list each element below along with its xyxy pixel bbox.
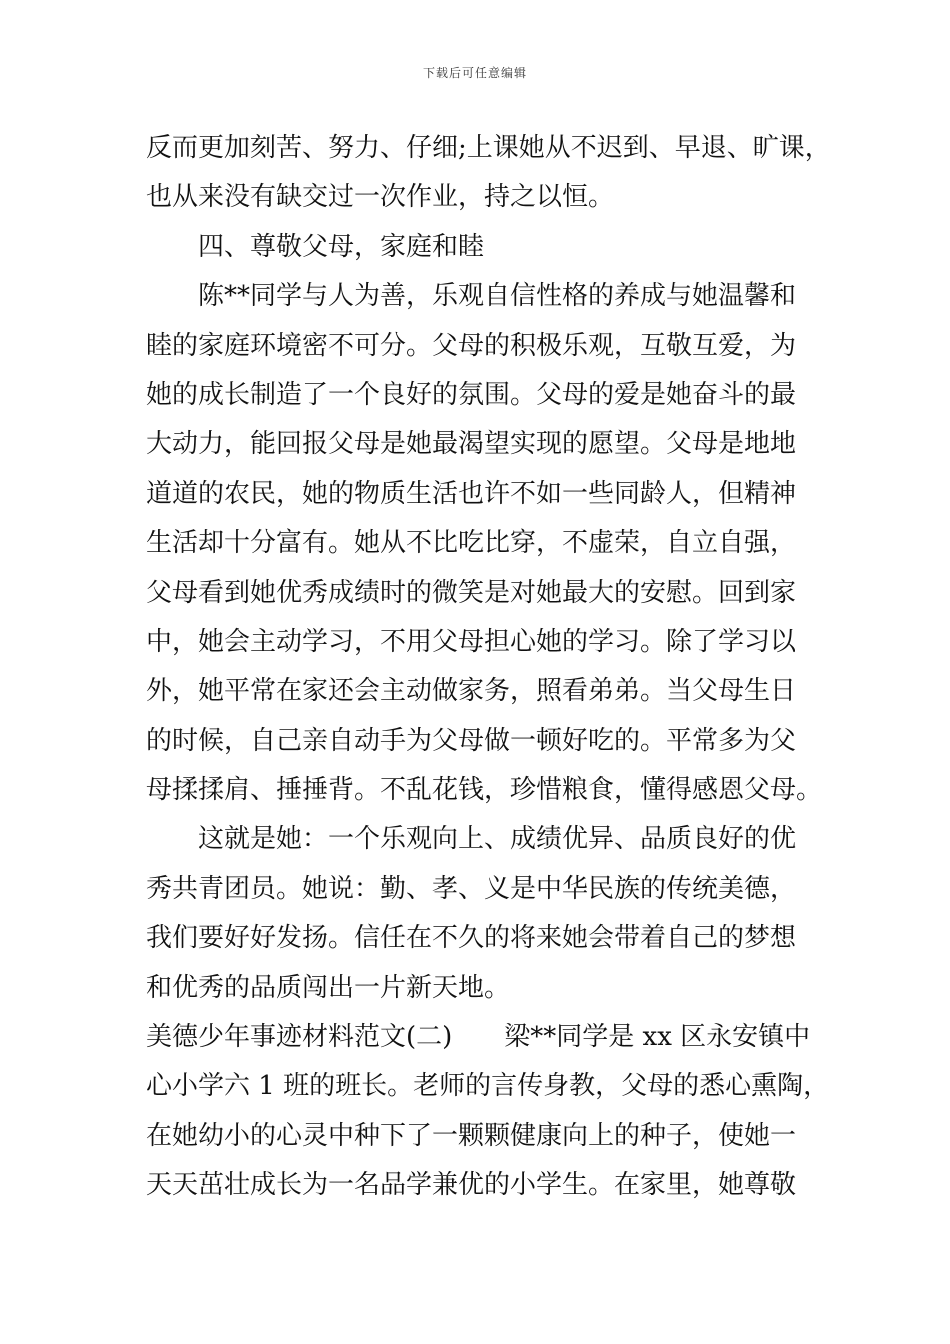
text-line: 她的成长制造了一个良好的氛围。父母的爱是她奋斗的最 bbox=[146, 379, 797, 410]
text-line: 生活却十分富有。她从不比吃比穿，不虚荣，自立自强， bbox=[146, 528, 797, 559]
text-line: 在她幼小的心灵中种下了一颗颗健康向上的种子，使她一 bbox=[146, 1120, 797, 1151]
text-line: 天天茁壮成长为一名品学兼优的小学生。在家里，她尊敬 bbox=[146, 1170, 797, 1201]
text-line: 的时候，自己亲自动手为父母做一顿好吃的。平常多为父 bbox=[146, 725, 797, 756]
article-title-line: 美德少年事迹材料范文(二) 梁**同学是 xx 区永安镇中 bbox=[146, 1022, 811, 1053]
text-line: 我们要好好发扬。信任在不久的将来她会带着自己的梦想 bbox=[146, 923, 797, 954]
text-line: 道道的农民，她的物质生活也许不如一些同龄人，但精神 bbox=[146, 478, 797, 509]
text-line: 睦的家庭环境密不可分。父母的积极乐观，互敬互爱，为 bbox=[146, 330, 797, 361]
text-line: 父母看到她优秀成绩时的微笑是对她最大的安慰。回到家 bbox=[146, 577, 797, 608]
text-line: 和优秀的品质闯出一片新天地。 bbox=[146, 972, 511, 1003]
text-line: 外，她平常在家还会主动做家务，照看弟弟。当父母生日 bbox=[146, 676, 797, 707]
text-line: 陈**同学与人为善，乐观自信性格的养成与她温馨和 bbox=[198, 281, 797, 312]
section-heading: 四、尊敬父母，家庭和睦 bbox=[198, 231, 485, 262]
text-line: 中，她会主动学习，不用父母担心她的学习。除了学习以 bbox=[146, 626, 797, 657]
page-header: 下载后可任意编辑 bbox=[422, 66, 527, 80]
text-line: 母揉揉肩、捶捶背。不乱花钱，珍惜粮食，懂得感恩父母。 bbox=[146, 775, 823, 806]
document-body bbox=[146, 124, 836, 1211]
text-line: 心小学六 1 班的班长。老师的言传身教，父母的悉心熏陶， bbox=[146, 1071, 830, 1102]
text-line: 秀共青团员。她说：勤、孝、义是中华民族的传统美德， bbox=[146, 873, 797, 904]
text-line: 这就是她：一个乐观向上、成绩优异、品质良好的优 bbox=[198, 824, 797, 855]
text-line: 反而更加刻苦、努力、仔细;上课她从不迟到、早退、旷课， bbox=[146, 133, 831, 163]
text-line: 大动力，能回报父母是她最渴望实现的愿望。父母是地地 bbox=[146, 429, 797, 460]
text-line: 也从来没有缺交过一次作业，持之以恒。 bbox=[146, 182, 615, 213]
